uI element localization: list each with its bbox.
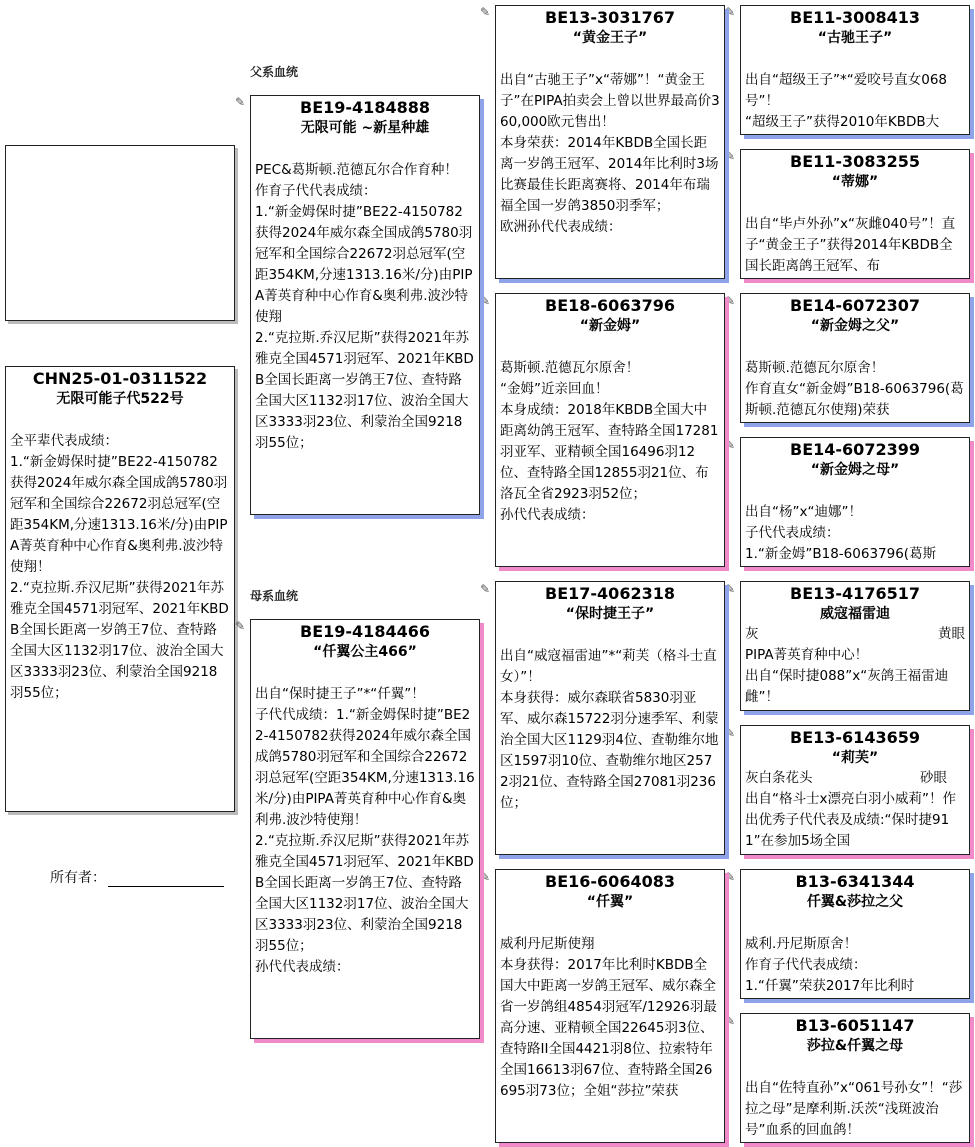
color-eye-row [741,768,969,789]
dam-card[interactable] [250,619,480,1039]
grandparent-card-ds[interactable] [495,581,725,855]
pigeon-name: 威寇福雷迪 [820,606,890,622]
pedigree-text: 出自“毕卢外孙”x“灰雌040号”！直子“黄金王子”获得2014年KBDB全国长距离鸽王冠军、布 [745,216,956,274]
great-grandparent-card-ssd[interactable] [740,149,970,279]
sire-text: PEC&葛斯顿.范德瓦尔合作育种！ 作育子代代表成绩： 1.“新金姆保时捷”BE22-4150782获得2024年威尔森全国成鸽5780羽冠军和全国综合22672羽总冠军(空距354KM,分速1313.16米/分)由PIPA菁英育种中心作育&奥利弗.波沙特使翔 2.“克拉斯.乔汉尼斯”获得2021年苏雅克全国4571羽冠军、2021年KBDB全国长距离一岁鸽王7位、查特路全国大区1132羽17位、波治全国大区3333羽23位、利蒙治全国9218羽55位； [255,162,474,451]
great-grandparent-card-sss[interactable] [740,5,970,135]
edit-pen-icon[interactable]: ✎ [725,870,736,884]
ring-number: B13-6051147 [795,1016,915,1035]
sire-name: 无限可能 ~新星种雄 [300,120,430,136]
great-grandparent-card-dss[interactable] [740,581,970,711]
pedigree-text: 出自“佐特直孙”x“061号孙女”！“莎拉之母”是摩利斯.沃茨“浅斑波治号”血系的回血鸽！ [745,1080,963,1138]
owner-line [108,872,224,887]
ring-number: BE16-6064083 [545,872,675,891]
edit-pen-icon[interactable]: ✎ [725,438,736,452]
ring-number: BE14-6072307 [790,296,920,315]
pedigree-text: 出自“威寇福雷迪”*“莉芙（格斗士直女）”！ 本身获得：威尔森联省5830羽亚军、威尔森15722羽分速季军、利蒙治全国大区1129羽4位、查勒维尔地区1597羽10位、查勒维尔地区2572羽21位、查特路全国27081羽236位； [500,648,719,811]
ring-number: BE18-6063796 [545,296,675,315]
subject-text: 全平辈代表成绩： 1.“新金姆保时捷”BE22-4150782获得2024年威尔森全国成鸽5780羽冠军和全国综合22672羽总冠军(空距354KM,分速1313.16米/分)由PIPA菁英育种中心作育&奥利弗.波沙特使翔！ 2.“克拉斯.乔汉尼斯”获得2021年苏雅克全国4571羽冠军、2021年KBDB全国长距离一岁鸽王7位、查特路全国大区1132羽17位、波治全国大区3333羽23位、利蒙治全国9218羽55位； [10,433,229,701]
pigeon-name: “新金姆之母” [810,462,900,478]
pedigree-text: PIPA菁英育种中心！ 出自“保时捷088”x“灰鸽王福雷迪雌”！ [745,647,949,705]
dam-name: “仟翼公主466” [313,644,417,660]
pedigree-text: 威利.丹尼斯原舍！ 作育子代代表成绩： 1.“仟翼”荣获2017年比利时 [745,936,915,994]
pedigree-text: 威利丹尼斯使翔 本身获得：2017年比利时KBDB全国大中距离一岁鸽王冠军、威尔森全省一岁鸽组4854羽冠军/12926羽最高分速、亚精顿全国22645羽3位、查特路II全国4421羽8位、拉索特年全国16613羽67位、查特路全国26695羽73位；全姐“莎拉”荣获 [500,936,717,1099]
ring-number: BE11-3083255 [790,152,920,171]
pedigree-text: 出自“超级王子”*“爱咬号直女068号”！ “超级王子”获得2010年KBDB大 [745,72,947,130]
pedigree-text: 葛斯顿.范德瓦尔原舍！ “金姆”近亲回血！ 本身成绩：2018年KBDB全国大中距离幼鸽王冠军、查特路全国17281羽亚军、亚精顿全国16496羽12位、查特路全国12855羽21位、布洛瓦全省2923羽52位； 孙代代表成绩： [500,360,719,523]
pigeon-name: “仟翼” [586,894,634,910]
edit-pen-icon[interactable]: ✎ [480,5,491,19]
great-grandparent-card-sdd[interactable] [740,437,970,567]
pigeon-name: “保时捷王子” [565,606,655,622]
edit-pen-icon[interactable]: ✎ [725,5,736,19]
pigeon-name: “新金姆之父” [810,318,900,334]
edit-pen-icon[interactable]: ✎ [725,294,736,308]
edit-pen-icon[interactable]: ✎ [235,95,246,109]
edit-pen-icon[interactable]: ✎ [725,726,736,740]
edit-pen-icon[interactable]: ✎ [480,870,491,884]
pigeon-name: “古驰王子” [817,30,893,46]
pigeon-name: 莎拉&仟翼之母 [806,1038,904,1054]
ring-number: BE14-6072399 [790,440,920,459]
ring-number: BE13-6143659 [790,728,920,747]
pigeon-photo[interactable] [5,145,235,321]
edit-pen-icon[interactable]: ✎ [480,582,491,596]
grandparent-card-sd[interactable] [495,293,725,567]
pigeon-name: “莉芙” [831,750,879,766]
dam-text: 出自“保时捷王子”*“仟翼”！ 子代代成绩：1.“新金姆保时捷”BE22-4150782获得2024年威尔森全国成鸽5780羽冠军和全国综合22672羽总冠军(空距354KM,分速1313.16米/分)由PIPA菁英育种中心作育&奥利弗.波沙特使翔！ 2.“克拉斯.乔汉尼斯”获得2021年苏雅克全国4571羽冠军、2021年KBDB全国长距离一岁鸽王7位、查特路全国大区1132羽17位、波治全国大区3333羽23位、利蒙治全国9218羽55位； 孙代代表成绩： [255,686,475,975]
great-grandparent-card-ddd[interactable] [740,1013,970,1143]
edit-pen-icon[interactable]: ✎ [480,294,491,308]
ring-number: BE13-4176517 [790,584,920,603]
pigeon-name: 仟翼&莎拉之父 [806,894,904,910]
pedigree-text: 出自“古驰王子”x“蒂娜”！“黄金王子”在PIPA拍卖会上曾以世界最高价360,000欧元售出！ 本身荣获：2014年KBDB全国长距离一岁鸽王冠军、2014年比利时3场比赛最佳长距离赛将、2014年布瑞福全国一岁鸽3850羽季军； 欧洲孙代代表成绩： [500,72,720,235]
pigeon-name: “黄金王子” [572,30,648,46]
sire-ring: BE19-4184888 [300,98,430,117]
ring-number: BE11-3008413 [790,8,920,27]
grandparent-card-ss[interactable] [495,5,725,279]
subject-name: 无限可能子代522号 [56,391,184,407]
pigeon-name: “蒂娜” [831,174,879,190]
great-grandparent-card-sds[interactable] [740,293,970,423]
feather-color: 灰白条花头 [745,770,813,786]
great-grandparent-card-dds[interactable] [740,869,970,999]
subject-card[interactable] [5,366,235,812]
eye-type: 砂眼 [920,770,947,786]
owner-label: 所有者： [50,870,106,886]
color-eye-row [741,624,969,645]
owner-field[interactable] [50,867,224,887]
pedigree-text: 出自“格斗士x漂亮白羽小威莉”！作出优秀子代代表及成绩:“保时捷911”在参加5场全国 [745,791,956,849]
edit-pen-icon[interactable]: ✎ [235,619,246,633]
great-grandparent-card-dsd[interactable] [740,725,970,855]
pigeon-name: “新金姆” [579,318,641,334]
pedigree-text: 出自“杨”x“迪娜”！ 子代代表成绩： 1.“新金姆”B18-6063796(葛斯 [745,504,937,562]
grandparent-card-dd[interactable] [495,869,725,1143]
ring-number: B13-6341344 [795,872,915,891]
paternal-label: 父系血统 [250,65,299,79]
feather-color: 灰 [745,626,759,642]
pedigree-text: 葛斯顿.范德瓦尔原舍！ 作育直女“新金姆”B18-6063796(葛斯顿.范德瓦尔使翔)荣获 [745,360,964,418]
dam-ring: BE19-4184466 [300,622,430,641]
maternal-label: 母系血统 [250,589,299,603]
ring-number: BE17-4062318 [545,584,675,603]
edit-pen-icon[interactable]: ✎ [725,1014,736,1028]
subject-ring: CHN25-01-0311522 [32,369,208,388]
ring-number: BE13-3031767 [545,8,675,27]
eye-type: 黄眼 [938,626,965,642]
edit-pen-icon[interactable]: ✎ [725,582,736,596]
sire-card[interactable] [250,95,480,515]
edit-pen-icon[interactable]: ✎ [725,149,736,163]
